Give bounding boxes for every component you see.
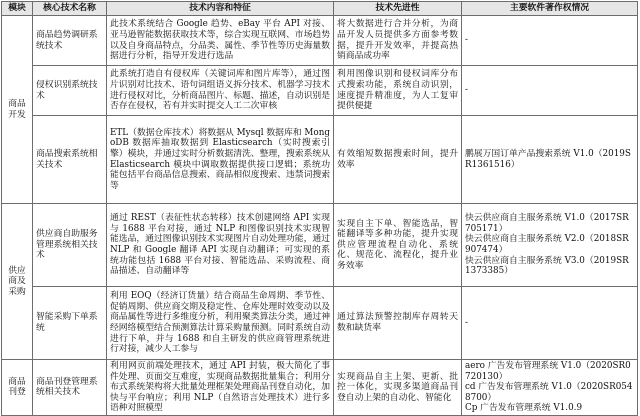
software-item: 鹏展万国订单产品搜索系统 V1.0（2019SR1361516） [465,148,631,170]
tech-content-cell: ETL（数据仓库技术）将数据从 Mysql 数据库和 MongoDB 数据库抽取数据到 Elasticsearch（实时搜索引擎）模块，并通过实时分析数据清洗、整理，搜索系统从 Elasticsearch 模块中调取数据提供接口逻辑；系统功能包括平台商品信息搜索、商品相似度搜索、违禁词搜索等 [107,116,334,204]
table-row [2,16,638,66]
advancement-cell: 将大数据进行合并分析，为商品开发人员提供多方面参考数据，提升开发效率，并提高热销商品成功率 [334,16,462,66]
module-cell-listing: 商品刊登 [2,360,33,416]
tech-name-cell: 商品刊登管理系统相关技术 [33,360,107,416]
tech-content-cell: 利用网页前端处理技术，通过 API 封装，极大简化了事件处理、页面交互难度，实现商品数据批量集合；利用分布式系统架构将大批量处理框架处理商品刊登自动化，加快与平台响应；利用 NLP（自然语言处理技术）进行多语种对照模型 [107,360,334,416]
tech-name-cell: 供应商自助服务管理系统相关技术 [33,204,107,287]
table-row [2,360,638,416]
software-item: cd 广告发布管理系统 V1.0（2020SR0548700） [465,382,633,403]
software-cell [462,116,638,204]
advancement-cell: 有效缩短数据搜索时间，提升效率 [334,116,462,204]
software-cell [462,287,638,360]
software-item: Cp 广告发布管理系统 V1.0.9 [465,403,583,414]
header-tech-name: 核心技术名称 [33,2,107,16]
software-cell [462,66,638,116]
advancement-cell: 通过算法预警控制库存周转天数和缺货率 [334,287,462,360]
tech-name-cell: 商品趋势调研系统技术 [33,16,107,66]
core-technology-table [1,1,638,416]
software-cell [462,16,638,66]
tech-content-cell: 利用 EOQ（经济订货量）结合商品生命周期、季节性、促销周期、供应商交期及稳定性、仓库处理时效变动以及商品属性等进行多维度分析，利用聚类算法分类，通过神经网络模型结合预测算法计算采购量预测。同时系统自动进行下单，并与 1688 和自主研发的供应商管理系统进行对接，减少人工参与 [107,287,334,360]
table-row [2,204,638,287]
software-cell [462,360,638,416]
module-cell-supplier: 供应商及采购 [2,204,33,360]
header-row [2,2,638,16]
advancement-cell: 实现自主下单、智能选品，智能翻译等多种功能，提升实现供应管理流程自动化、系统化、规范化、流程化，提升业务效率 [334,204,462,287]
software-item: - [465,85,468,96]
tech-name-cell: 侵权识别系统技术 [33,66,107,116]
tech-name-cell: 商品搜索系统相关技术 [33,116,107,204]
software-item: aero 广告发布管理系统 V1.0（2020SR0720130） [465,361,631,382]
tech-name-cell: 智能采购下单系统 [33,287,107,360]
software-item: - [465,35,468,46]
table-row [2,116,638,204]
software-cell [462,204,638,287]
header-module: 模块 [2,2,33,16]
tech-content-cell: 此技术系统结合 Google 趋势、eBay 平台 API 对接、亚马逊智能数据获取技术等，综合实现互联网、市场趋势以及自身商品特点，分品类、属性、季节性等历史海量数据进行分析，指导开发进行选品 [107,16,334,66]
tech-content-cell: 通过 REST（表征性状态转移）技术创建网络 API 实现与 1688 平台对接，通过 NLP 和图像识别技术实现智能选品，通过图像识别技术实现图片自动处理功能，通过 NLP 和 Google 翻译 API 实现自动翻译；可实现的系统功能包括 1688 平台对接、智能选品、采购流程、商品描述、自动翻译等 [107,204,334,287]
software-item: - [465,317,468,328]
software-item: 快云供应商自主服务系统 V3.0（2019SR1373385） [465,255,629,277]
header-software: 主要软件著作权情况 [462,2,638,16]
tech-content-cell: 此系统打造自有侵权库（关键词库和图片库等），通过图片识别对比技术、语句词组语义拆分技术、机器学习技术进行侵权对比，分析商品图片、标题、描述，自动识别是否存在侵权，若有并实时提交人工二次审核 [107,66,334,116]
software-item: 快云供应商自主服务系统 V2.0（2018SR907474） [465,234,629,255]
module-cell-product-dev: 商品开发 [2,16,33,204]
advancement-cell: 实现商品自主上架、更新、批控一体化，实现多渠道商品刊登自动上架的自动化、智能化 [334,360,462,416]
table-row [2,287,638,360]
header-tech-content: 技术内容和特征 [107,2,334,16]
advancement-cell: 利用图像识别和侵权词库分布式搜索功能，系统自动识别，速度提升精准度，为人工复审提供便捷 [334,66,462,116]
software-item: 快云供应商自主服务系统 V1.0（2017SR705171） [465,213,629,234]
table-row [2,66,638,116]
header-advancement: 技术先进性 [334,2,462,16]
